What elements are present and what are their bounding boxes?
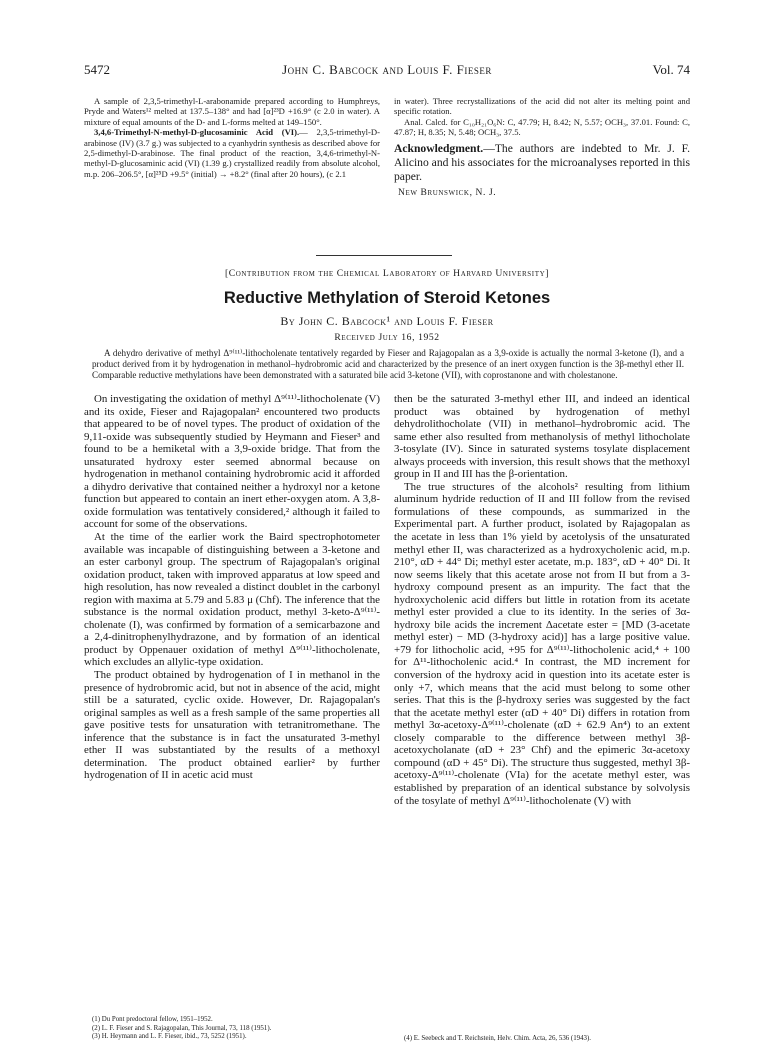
paragraph: At the time of the earlier work the Baird spectrophotometer available was incapable of distinguishing between a 3-ketone and an ester carbonyl group. The spectrum of Rajagopalan's original oxidation product, taken with improved apparatus at low speed and high resolution, has now revealed a distinct doublet in the carbonyl region with maxima at 5.79 and 5.83 μ (Chf). The inference that the substance is the normal oxidation product, methyl 3-keto-Δ⁹⁽¹¹⁾-cholenate (I), was confirmed by formation of a semicarbazone and a 2,4-dinitrophenylhydrazone, and by formation of an identical product by Oppenauer oxidation of methyl Δ⁹⁽¹¹⁾-lithocholenate, which excludes an allylic-type oxidation. (84, 531, 380, 669)
footnote: (2) L. F. Fieser and S. Rajagopalan, This Journal, 73, 118 (1951). (92, 1024, 272, 1032)
page-number: 5472 (84, 62, 110, 77)
previous-article-left-column (84, 96, 380, 179)
running-title: John C. Babcock and Louis F. Fieser (282, 62, 492, 77)
paragraph: On investigating the oxidation of methyl Δ⁹⁽¹¹⁾-lithocholenate (V) and its oxide, Fieser and Rajagopalan² encountered two products that appeared to be of novel types. The product of oxidation of the 9,11-oxide was subsequently studied by Heymann and Fieser³ and found to be a hemiketal with a 3,9-oxide bridge. That from the unsaturated hydroxy ester seemed abnormal because on hydrogenation in methanol containing hydrobromic acid it afforded a dihydro derivative that contained neither a hydroxyl nor a ketone function but appeared to contain an inert ether-oxygen atom. A 3,8-oxide formulation was tentatively considered,² although it failed to account for some of the observations. (84, 393, 380, 531)
contribution-line: [Contribution from the Chemical Laboratory of Harvard University] (224, 268, 550, 279)
received-date: Received July 16, 1952 (334, 332, 440, 343)
paragraph (84, 127, 380, 179)
running-header (84, 62, 690, 78)
footnotes-left (92, 1016, 382, 1042)
footnote: (1) Du Pont predoctoral fellow, 1951–1952. (92, 1016, 213, 1023)
article-authors: By John C. Babcock¹ and Louis F. Fieser (280, 314, 494, 328)
analysis-paragraph: Anal. Calcd. for C₁₀H₂₁O₆N: C, 47.79; H, 8.42; N, 5.57; OCH₃, 37.01. Found: C, 47.87; H, 8.35; N, 5.48; OCH₃, 37.5. (394, 116, 690, 138)
article-title: Reductive Methylation of Steroid Ketones (223, 289, 551, 307)
divider (316, 255, 452, 256)
paragraph-text: — 2,3,5-trimethyl-D-arabinose (IV) (3.7 g.) was subjected to a cyanhydrin synthesis as described above for 2,5-dimethyl-D-arabinose. The final product of the reaction, 3,4,6-trimethyl-N-methyl-D-glucosaminic acid (VI) (1.39 g.) crystallized readily from absolute alcohol, m.p. 206–206.5°, [α]²⁵D +9.5° (initial) → +8.2° (final after 20 hours), (c 2.1 (84, 127, 380, 179)
acknowledgment-heading: Acknowledgment. (394, 141, 484, 155)
footnote: (3) H. Heymann and L. F. Fieser, ibid., 73, 5252 (1951). (92, 1033, 247, 1041)
acknowledgment (394, 142, 690, 184)
paragraph: A sample of 2,3,5-trimethyl-L-arabonamide prepared according to Humphreys, Pryde and Waters¹² melted at 137.5–138° and had [α]²³D +16.9° (c 2.0 in water). A mixture of equal amounts of the D- and L-forms melted at 149–150°. (84, 96, 380, 127)
paragraph: then be the saturated 3-methyl ether III, and indeed an identical product was obtained by hydrogenation of methyl dehydrolithocholate (VII) in methanol–hydrobromic acid. The same ether also resulted from methanolysis of methyl lithocholate 3-tosylate (IV). Since in saturated systems tosylate displacement always proceeds with inversion, this result shows that the methoxyl group in II and III has the β-orientation. (394, 393, 690, 481)
volume-label: Vol. 74 (652, 62, 690, 77)
paragraph: in water). Three recrystallizations of the acid did not alter its melting point and specific rotation. (394, 96, 690, 117)
paragraph: The product obtained by hydrogenation of I in methanol in the presence of hydrobromic acid, but not in absence of the acid, might still be a saturated, cyclic oxide. However, Dr. Rajagopalan's original samples as well as a fresh sample of the same properties all gave positive tests for unsaturation with tetranitromethane. The inference that the substance is in fact the unsaturated 3-methyl ether II was substantiated by the results of a methoxyl determination. The product obtained earlier² by further hydrogenation of II in acetic acid must (84, 669, 380, 782)
body-right-column (394, 393, 690, 807)
abstract: A dehydro derivative of methyl Δ⁹⁽¹¹⁾-lithocholenate tentatively regarded by Fieser and Rajagopalan as a 3,9-oxide is actually the normal 3-ketone (I), and a product derived from it by hydrogenation in methanol–hydrobromic acid and characterized by the presence of an inert oxygen function is the 3β-methyl ether II. Comparable reductive methylations have been demonstrated with a saturated bile acid 3-ketone (VII), with coprostanone and with cholestanone. (92, 348, 684, 380)
acknowledgment-text: —The authors are indebted to Mr. J. F. Alicino and his associates for the microanalyses reported in this paper. (394, 141, 690, 183)
footnotes-right (404, 1035, 690, 1044)
place-line: New Brunswick, N. J. (398, 187, 497, 198)
body-left-column (84, 393, 380, 782)
previous-article-right-column (394, 96, 690, 198)
paragraph: The true structures of the alcohols² resulting from lithium aluminum hydride reduction of II and III follow from the revised formulations of these compounds, as summarized in the Experimental part. A further product, isolated by Rajagopalan as the acetate in less than 1% yield by acetolysis of the unsaturated methyl ether II, was characterized as a hydroxycholenic acid, m.p. 210°, αD + 44° Di; methyl ester acetate, m.p. 183°, αD + 40° Di. It now seems likely that this acetate arose not from II but from a 3-hydroxy compound present as an impurity. The fact that the hydroxycholenic acid differs but little in rotation from its acetate methyl ester provided a clue to its identity. In the series of 3α-hydroxy bile acids the increment Δacetate ester = [MD (3-acetate methyl ester) − MD (3-hydroxy acid)] has a large positive value. +79 for lithocholic acid, +95 for Δ⁹⁽¹¹⁾-lithocholenic acid,⁴ + 100 for Δ¹¹-lithocholenic acid.⁴ In contrast, the MD increment for conversion of the hydroxy acid in question into its acetate ester is only +7, which means that the acid must belong to some other series. That this is the β-hydroxy series was suggested by the fact that the acetate methyl ester (αD + 40° Di) differs in rotation from methyl 3α-acetoxy-Δ⁹⁽¹¹⁾-cholenate (αD + 62.9 An⁴) to an extent closely comparable to the difference between methyl 3β-acetoxycholanate (αD + 23° Chf) and the epimeric 3α-acetoxy compound (αD + 45° Di). The structure thus suggested, methyl 3β-acetoxy-Δ⁹⁽¹¹⁾-cholenate (VIa) for the acetate methyl ester, was established by preparation of an identical substance by solvolysis of the tosylate of methyl Δ⁹⁽¹¹⁾-lithocholenate (V) with (394, 480, 690, 807)
footnote: (4) E. Seebeck and T. Reichstein, Helv. Chim. Acta, 26, 536 (1943). (404, 1035, 592, 1042)
section-heading: 3,4,6-Trimethyl-N-methyl-D-glucosaminic Acid (VI). (94, 127, 300, 138)
